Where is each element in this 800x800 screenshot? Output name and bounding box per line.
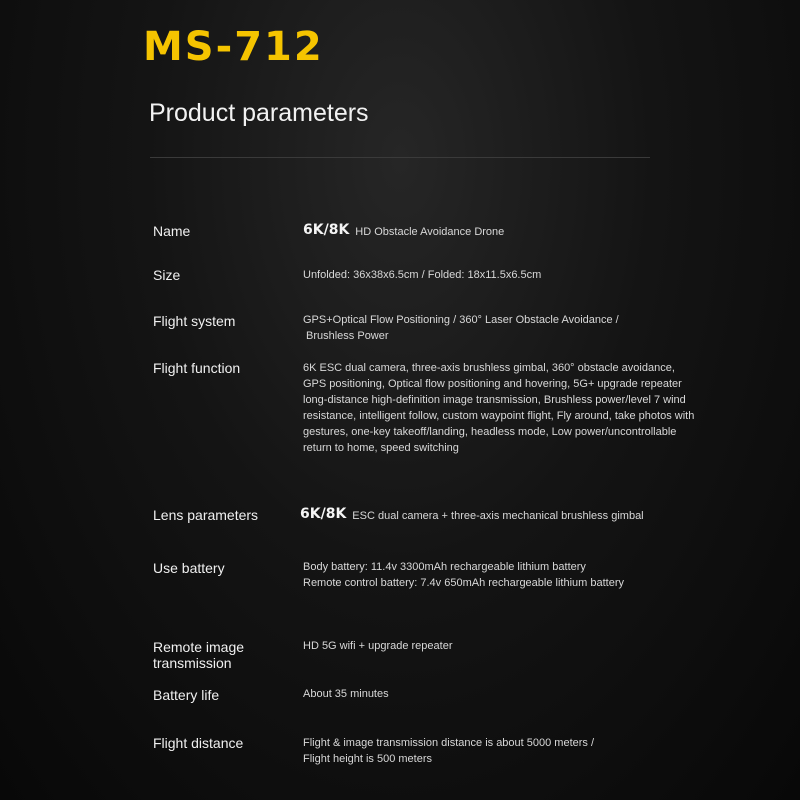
name-value: [303, 223, 693, 240]
header-divider: [150, 157, 650, 158]
flight-system-value: [303, 312, 693, 344]
remote-image-label-line: Remote image: [153, 639, 245, 655]
lens-value-text: ESC dual camera + three-axis mechanical brushless gimbal: [352, 510, 644, 522]
flight-function-line: long-distance high-definition image transmission, Brushless power/level 7 wind: [303, 394, 686, 406]
battery-life-label: Battery life: [153, 687, 220, 703]
size-value: Unfolded: 36x38x6.5cm / Folded: 18x11.5x6.5cm: [303, 269, 542, 281]
name-resolution-highlight: 6K/8K: [303, 222, 350, 238]
section-title: Product parameters: [149, 99, 369, 127]
flight-system-line: GPS+Optical Flow Positioning / 360° Laser Obstacle Avoidance /: [303, 314, 619, 326]
flight-system-label: Flight system: [153, 313, 236, 329]
battery-line: Body battery: 11.4v 3300mAh rechargeable lithium battery: [303, 561, 586, 573]
remote-image-value: HD 5G wifi + upgrade repeater: [303, 640, 453, 652]
flight-distance-line: Flight & image transmission distance is about 5000 meters /: [303, 737, 595, 749]
flight-function-line: gestures, one-key takeoff/landing, headless mode, Low power/uncontrollable: [303, 426, 677, 438]
name-value-text: HD Obstacle Avoidance Drone: [355, 226, 505, 238]
flight-function-value: [303, 360, 693, 456]
battery-line: Remote control battery: 7.4v 650mAh rechargeable lithium battery: [303, 577, 624, 589]
flight-system-line: Brushless Power: [306, 330, 389, 342]
size-label: Size: [153, 267, 181, 283]
flight-distance-label: Flight distance: [153, 735, 244, 751]
battery-value: [303, 559, 693, 591]
name-label: Name: [153, 223, 191, 239]
lens-parameters-value: [300, 507, 690, 524]
model-title: MS-712: [143, 24, 324, 70]
battery-label: Use battery: [153, 560, 225, 576]
flight-function-line: resistance, intelligent follow, custom waypoint flight, Fly around, take photos with: [303, 410, 695, 422]
remote-image-label-line: transmission: [153, 655, 232, 671]
flight-distance-value: [303, 735, 693, 767]
lens-resolution-highlight: 6K/8K: [300, 506, 347, 522]
remote-image-label: [153, 639, 293, 671]
flight-function-line: 6K ESC dual camera, three-axis brushless gimbal, 360° obstacle avoidance,: [303, 362, 675, 374]
flight-function-line: GPS positioning, Optical flow positioning and hovering, 5G+ upgrade repeater: [303, 378, 682, 390]
flight-function-line: return to home, speed switching: [303, 442, 459, 454]
flight-distance-line: Flight height is 500 meters: [303, 753, 433, 765]
lens-parameters-label: Lens parameters: [153, 507, 259, 523]
flight-function-label: Flight function: [153, 360, 241, 376]
battery-life-value: About 35 minutes: [303, 688, 389, 700]
